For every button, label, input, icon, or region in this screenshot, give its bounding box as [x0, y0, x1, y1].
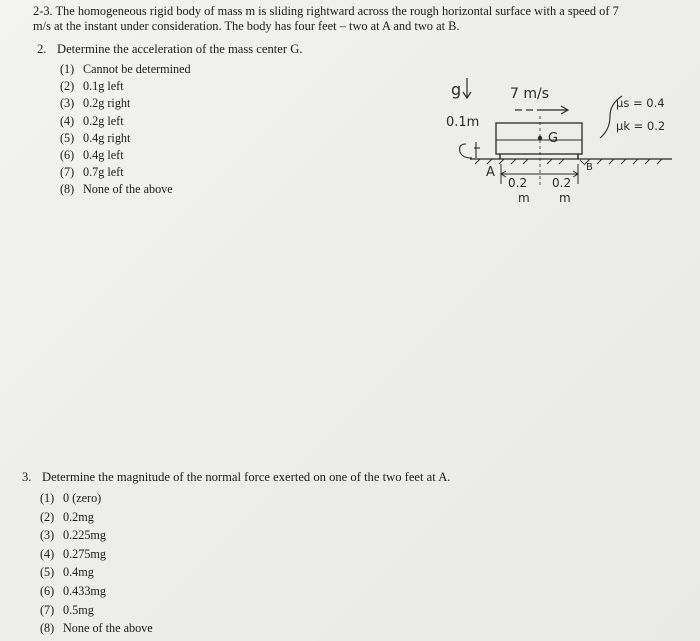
foot-b-leader [580, 160, 585, 165]
option-item [40, 582, 153, 601]
option-item [40, 508, 153, 527]
question-3 [22, 470, 450, 485]
question-3-number: 3. [22, 470, 32, 484]
option-number: (1) [40, 491, 55, 505]
option-number: (6) [40, 583, 55, 598]
option-item [40, 619, 153, 638]
question-2-number: 2. [37, 42, 47, 56]
option-text: 0.4g left [83, 148, 124, 163]
sliding-body-diagram [440, 60, 690, 220]
option-text: 0.2g right [83, 96, 131, 111]
dim-right-value: 0.2 [552, 176, 572, 190]
option-text: 0.225mg [63, 528, 106, 543]
option-number: (4) [60, 113, 75, 128]
option-text: 0.5mg [63, 602, 94, 617]
option-item [60, 130, 191, 147]
velocity-label: 7 m/s [510, 86, 550, 102]
option-text: 0.4mg [63, 565, 94, 580]
dim-right-unit: m [559, 191, 571, 205]
option-number: (3) [60, 96, 75, 111]
intro-line-1: 2-3. The homogeneous rigid body of mass m is sliding rightward across the rough horizontal surface with a speed of 7 [33, 4, 619, 18]
option-number: (3) [40, 528, 55, 543]
option-number: (8) [60, 182, 75, 197]
option-number: (7) [40, 602, 55, 617]
option-number: (2) [60, 79, 75, 94]
option-number: (6) [60, 148, 75, 163]
option-text: None of the above [83, 182, 173, 197]
question-2-text: Determine the acceleration of the mass center G. [57, 42, 303, 56]
dim-left-value: 0.2 [508, 176, 528, 190]
option-item [40, 545, 153, 564]
ground-hatching [475, 159, 662, 164]
option-text: 0.2mg [63, 509, 94, 524]
question-3-text: Determine the magnitude of the normal force exerted on one of the two feet at A. [42, 470, 451, 484]
option-number: (8) [40, 621, 55, 636]
option-item [40, 489, 153, 508]
option-item [60, 164, 191, 181]
velocity-arrow-icon [515, 106, 568, 114]
option-text: 0.2g left [83, 113, 124, 128]
gravity-label: g [451, 80, 462, 99]
problem-intro [33, 4, 673, 34]
center-label: G [548, 131, 559, 146]
foot-a-label: A [486, 165, 495, 180]
question-2-options [60, 61, 191, 199]
intro-line-2: m/s at the instant under consideration. The body has four feet – two at A and two at B. [33, 19, 460, 33]
option-number: (5) [40, 565, 55, 580]
option-number: (2) [40, 509, 55, 524]
option-text: 0.275mg [63, 546, 106, 561]
option-text: 0 (zero) [63, 491, 102, 505]
option-text: 0.1g left [83, 79, 124, 94]
option-text: 0.4g right [83, 130, 131, 145]
option-text: 0.7g left [83, 165, 124, 180]
dim-left-unit: m [518, 191, 530, 205]
option-text: 0.433mg [63, 583, 106, 598]
question-2 [37, 42, 302, 57]
option-item [40, 526, 153, 545]
option-number: (5) [60, 130, 75, 145]
option-text: None of the above [63, 621, 153, 636]
height-dimension [460, 142, 480, 158]
gravity-arrow-icon [463, 78, 471, 98]
question-3-options [40, 489, 153, 638]
foot-b-label: B [586, 162, 593, 173]
option-item [60, 78, 191, 95]
option-item [40, 563, 153, 582]
option-item [60, 147, 191, 164]
static-friction-coefficient: μs = 0.4 [616, 96, 665, 110]
option-item [60, 61, 191, 78]
option-number: (1) [60, 62, 75, 76]
option-number: (4) [40, 546, 55, 561]
height-label: 0.1m [446, 115, 480, 130]
option-number: (7) [60, 165, 75, 180]
kinetic-friction-coefficient: μk = 0.2 [616, 119, 666, 133]
option-item [60, 113, 191, 130]
option-item [60, 95, 191, 112]
option-text: Cannot be determined [83, 62, 191, 76]
option-item [40, 601, 153, 620]
option-item [60, 181, 191, 198]
